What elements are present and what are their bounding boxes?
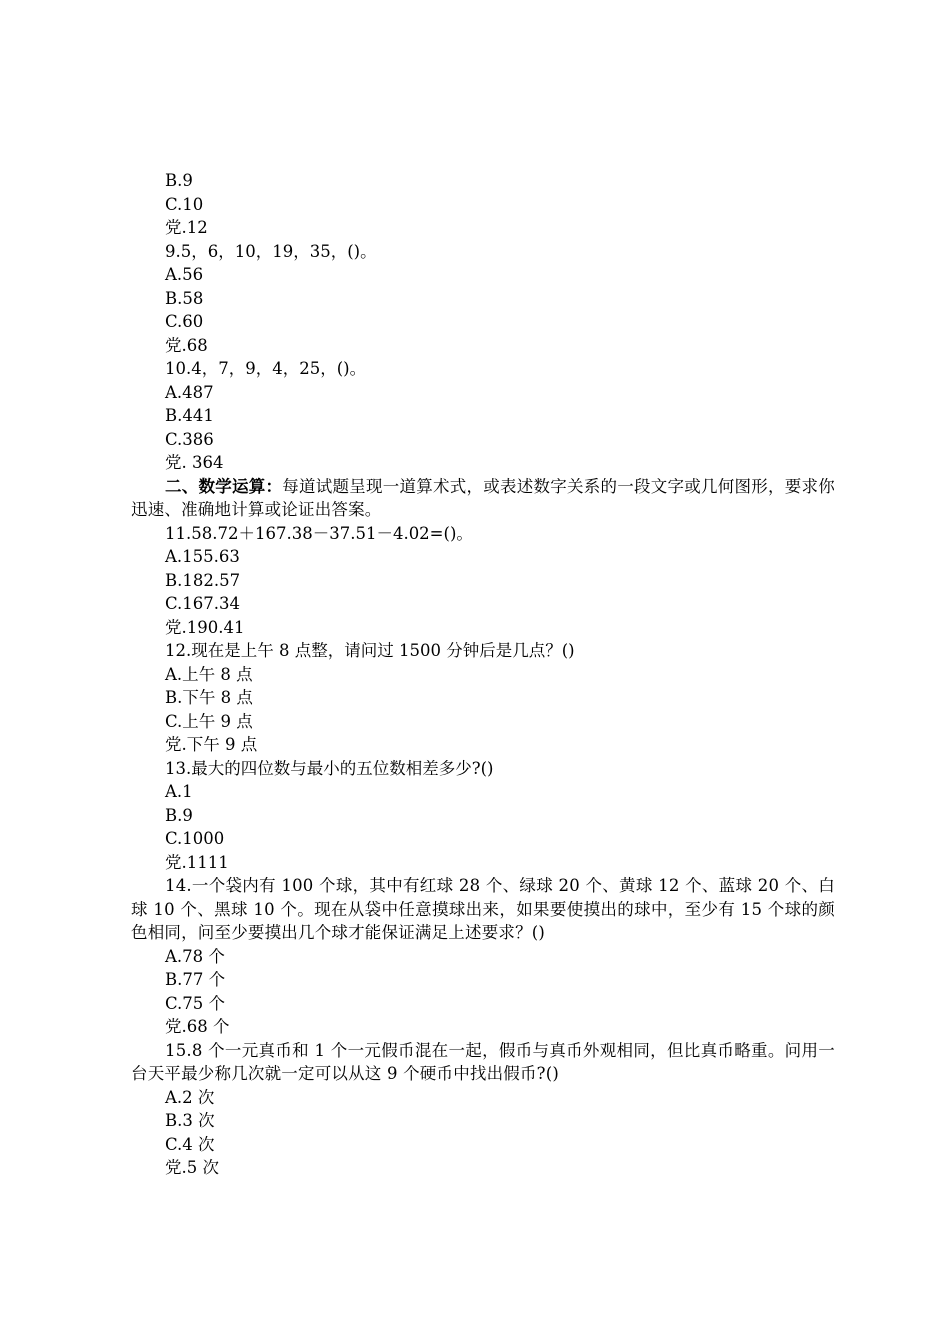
option-line: A.2 次 bbox=[165, 1087, 215, 1107]
option-line: 党. 364 bbox=[165, 453, 224, 472]
option-line: B.9 bbox=[165, 805, 193, 825]
section-2-text: 每道试题呈现一道算术式，或表述数字关系的一段文字或几何图形，要求你迅速、准确地计算或论证出答案。 bbox=[131, 476, 835, 519]
question-12: 12.现在是上午 8 点整，请问过 1500 分钟后是几点？() bbox=[165, 641, 575, 660]
option-line: A.56 bbox=[165, 265, 204, 284]
option-line: 党.12 bbox=[165, 218, 208, 237]
option-line: C.1000 bbox=[165, 829, 225, 848]
option-line: A.上午 8 点 bbox=[165, 664, 253, 684]
question-9: 9.5，6，10，19，35，()。 bbox=[165, 241, 377, 261]
question-11: 11.58.72＋167.38－37.51－4.02=()。 bbox=[165, 523, 473, 543]
option-line: B.441 bbox=[165, 406, 214, 425]
question-13: 13.最大的四位数与最小的五位数相差多少?() bbox=[165, 758, 494, 778]
option-line: C.60 bbox=[165, 312, 204, 331]
option-line: A.1 bbox=[165, 782, 193, 801]
section-2-heading: 二、数学运算： bbox=[165, 476, 283, 496]
option-line: B.77 个 bbox=[165, 970, 226, 989]
option-line: C.386 bbox=[165, 429, 214, 449]
question-14: 14.一个袋内有 100 个球，其中有红球 28 个、绿球 20 个、黄球 12 个、蓝球 20 个、白球 10 个、黑球 10 个。现在从袋中任意摸球出来，如果要使摸出的球中，至少有 15 个球的颜色相同，问至少要摸出几个球才能保证满足上述要求？() bbox=[131, 876, 835, 942]
option-line: 党.68 bbox=[165, 335, 208, 355]
option-line: A.487 bbox=[165, 382, 214, 402]
option-line: C.10 bbox=[165, 194, 204, 214]
option-line: B.3 次 bbox=[165, 1111, 215, 1130]
question-10: 10.4，7，9，4，25，()。 bbox=[165, 359, 367, 378]
option-line: 党.下午 9 点 bbox=[165, 735, 258, 754]
option-line: B.182.57 bbox=[165, 570, 241, 590]
option-line: 党.190.41 bbox=[165, 617, 245, 637]
option-line: A.78 个 bbox=[165, 946, 225, 966]
option-line: 党.68 个 bbox=[165, 1017, 230, 1036]
option-line: C.上午 9 点 bbox=[165, 711, 253, 731]
section-2-intro bbox=[131, 475, 835, 522]
document-content bbox=[131, 169, 835, 1180]
option-line: B.9 bbox=[165, 171, 193, 190]
option-line: B.58 bbox=[165, 288, 204, 308]
option-line: A.155.63 bbox=[165, 547, 240, 566]
option-line: B.下午 8 点 bbox=[165, 688, 253, 707]
question-15: 15.8 个一元真币和 1 个一元假币混在一起，假币与真币外观相同，但比真币略重。问用一台天平最少称几次就一定可以从这 9 个硬币中找出假币?() bbox=[131, 1040, 835, 1083]
option-line: C.4 次 bbox=[165, 1134, 215, 1154]
option-line: C.167.34 bbox=[165, 594, 241, 613]
option-line: 党.1111 bbox=[165, 852, 229, 872]
option-line: C.75 个 bbox=[165, 993, 226, 1013]
option-line: 党.5 次 bbox=[165, 1158, 219, 1177]
